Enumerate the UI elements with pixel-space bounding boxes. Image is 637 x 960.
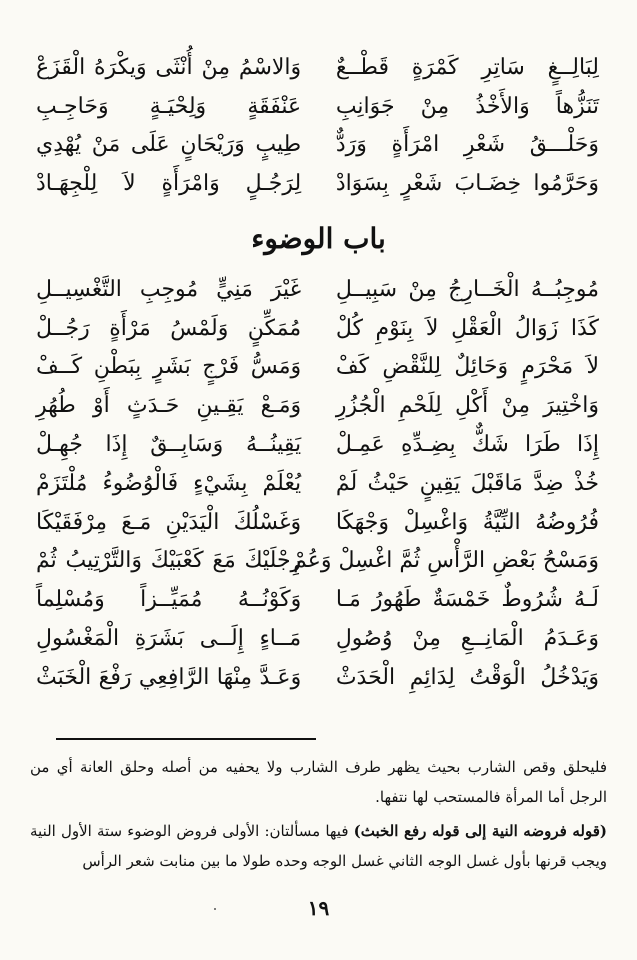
- verse-first-hemistich: وَحَلْـــقُ شَعْرِ امْرَأَةٍ وَرَدٌّ: [335, 132, 599, 158]
- verse-line: [30, 464, 607, 503]
- verse-second-hemistich: يَقِينُــهُ وَسَابِــقٌ إِذَا جُهِـلْ: [36, 432, 302, 458]
- verse-first-hemistich: فُرُوضُهُ النِّيَّةُ وَاغْسِلْ وَجْهَكَا: [335, 509, 599, 535]
- verse-second-hemistich: يُعْلَمْ بِشَيْءٍ فَالْوُضُوءُ مُلْتَزَمْ: [36, 470, 302, 496]
- verse-first-hemistich: لَـهُ شُرُوطٌ خَمْسَةٌ طَهُورُ مَـا: [335, 587, 599, 613]
- verse-second-hemistich: لِرَجُـلٍ وَامْرَأَةٍ لاَ لِلْجِهَـادْ: [36, 171, 302, 197]
- verse-second-hemistich: وَمَسُّ فَرْجٍ بَشَرٍ بِبَطْنِ كَــفْ: [36, 354, 302, 380]
- verse-line: [30, 48, 607, 87]
- verse-line: [30, 658, 607, 697]
- verse-line: [30, 503, 607, 542]
- verse-line: [30, 542, 607, 581]
- verse-line: [30, 425, 607, 464]
- verse-first-hemistich: وَيَدْخُلُ الْوَقْتُ لِدَائِمِ الْحَدَثْ: [335, 664, 599, 690]
- verses-main: [30, 270, 607, 697]
- commentary-paragraph: فليحلق وقص الشارب بحيث يظهر طرف الشارب ولا يحفيه من أصله وحلق العانة أي من الرجل أما المرأة فالمستحب لها نتفها.: [30, 758, 607, 806]
- footnote-divider: [56, 738, 316, 740]
- verse-line: [30, 386, 607, 425]
- verse-line: [30, 619, 607, 658]
- chapter-title: باب الوضوء: [251, 222, 386, 255]
- verse-line: [30, 87, 607, 126]
- verse-first-hemistich: وَعَـدَمُ الْمَانِــعِ مِنْ وُصُولِ: [335, 626, 599, 652]
- verse-first-hemistich: مُوجِبُــهُ الْخَــارِجُ مِنْ سَبِيــلِ: [335, 276, 599, 302]
- verse-line: [30, 348, 607, 387]
- verse-second-hemistich: طِيبٍ وَرَيْحَانٍ عَلَى مَنْ يُهْدِي: [36, 132, 302, 158]
- verse-second-hemistich: عَنْفَقَةٍ وَلِحْيَـةٍ وَحَاجِـبِ: [36, 93, 302, 119]
- verse-first-hemistich: وَمَسْحُ بَعْضِ الرَّأْسِ ثُمَّ اغْسِلْ وَعُمْ: [293, 548, 599, 574]
- verse-second-hemistich: وَعَـدَّ مِنْهَا الرَّافِعِي رَفْعَ الْخَبَثْ: [36, 664, 302, 690]
- verse-second-hemistich: وَغَسْلُكَ الْيَدَيْنِ مَـعَ مِرْفَقَيْكَا: [36, 509, 302, 535]
- verse-second-hemistich: وَكَوْنُــهُ مُمَيِّــزاً وَمُسْلِماً: [36, 587, 302, 613]
- verse-first-hemistich: خُذْ ضِدَّ مَاقَبْلَ يَقِينٍ حَيْثُ لَمْ: [335, 470, 599, 496]
- verses-top: [30, 48, 607, 203]
- verse-first-hemistich: كَذَا زَوَالُ الْعَقْلِ لاَ بِنَوْمِ كُلْ: [335, 315, 599, 341]
- commentary-text: فيها مسألتان: الأولى فروض الوضوء ستة الأول النية ويجب قرنها بأول غسل الوجه الثاني غسل الوجه وحده طولا ما بين منابت شعر الرأس: [30, 822, 607, 870]
- commentary-notes: [30, 752, 607, 880]
- verse-first-hemistich: لِبَالِــغٍ سَاتِرِ كَمْرَةٍ قَطْــعٌ: [335, 54, 599, 80]
- verse-second-hemistich: مُمَكِّنٍ وَلَمْسُ مَرْأَةٍ رَجُــلْ: [36, 315, 302, 341]
- verse-first-hemistich: إِذَا طَرَا شَكٌّ بِضِـدِّهِ عَمِـلْ: [335, 432, 599, 458]
- verse-second-hemistich: رِجْلَيْكَ مَعَ كَعْبَيْكَ وَالتَّرْتِيبُ ثُمْ: [36, 548, 302, 574]
- verse-first-hemistich: وَحَرَّمُوا خِضَـابَ شَعْرٍ بِسَوَادْ: [335, 171, 599, 197]
- verse-line: [30, 126, 607, 165]
- print-speck: [214, 908, 216, 910]
- verse-line: [30, 580, 607, 619]
- verse-first-hemistich: تَنَزُّهاً وَالأَخْذُ مِنْ جَوَانِبِ: [335, 93, 599, 119]
- verse-line: [30, 164, 607, 203]
- verse-second-hemistich: غَيْرَ مَنِيٍّ مُوجِبِ التَّغْسِيــلِ: [36, 276, 302, 302]
- commentary-paragraph: [30, 816, 607, 876]
- verse-first-hemistich: لاَ مَحْرَمٍ وَحَائِلٌ لِلنَّقْضِ كَفْ: [335, 354, 599, 380]
- verse-second-hemistich: وَالاسْمُ مِنْ أُنْثَى وَيكْرَهُ الْقَزَعْ: [36, 54, 302, 80]
- verse-second-hemistich: وَمَـعْ يَقِـينِ حَـدَثٍ أَوْ طُهُرِ: [36, 393, 302, 419]
- verse-line: [30, 270, 607, 309]
- verse-second-hemistich: مَــاءٍ إِلَــى بَشَرَةِ الْمَغْسُولِ: [36, 626, 302, 652]
- verse-line: [30, 309, 607, 348]
- page-number: ١٩: [307, 896, 330, 920]
- commentary-quote-heading: (قوله فروضه النية إلى قوله رفع الخبث): [353, 822, 607, 840]
- verse-first-hemistich: وَاخْتِيرَ مِنْ أَكْلِ لِلَحْمِ الْجُزُرِ: [335, 393, 599, 419]
